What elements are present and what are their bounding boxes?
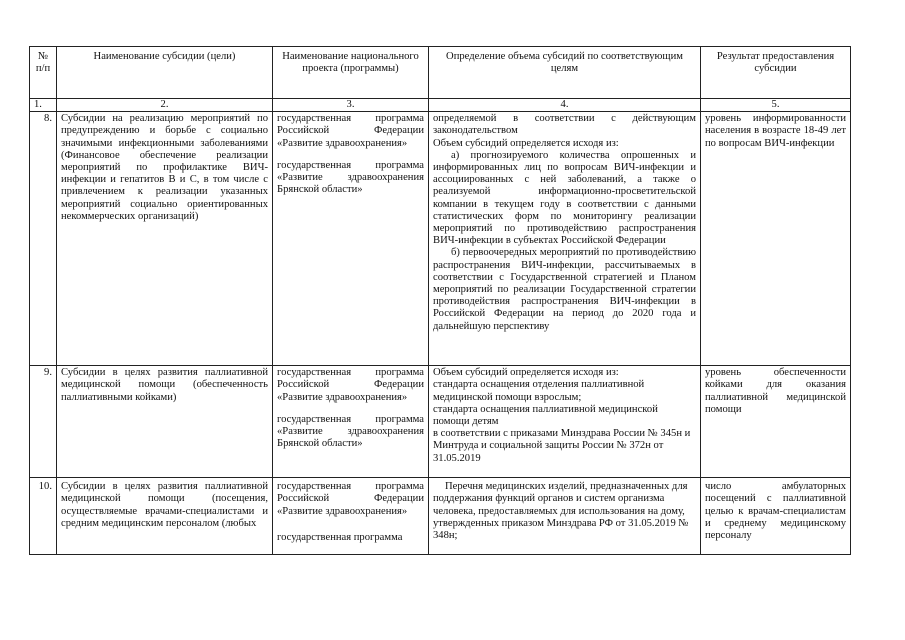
method-paragraph: стандарта оснащения паллиативной медицинской помощи детям bbox=[433, 403, 658, 428]
table-header-row bbox=[30, 47, 851, 99]
column-index: 3. bbox=[273, 99, 429, 112]
header-volume-definition: Определение объема субсидий по соответствующим целям bbox=[429, 47, 701, 99]
subsidy-result-text: число амбулаторных посещений с паллиативной целью к врачам-специалистам и среднему медицинскому персоналу bbox=[705, 481, 846, 542]
method-paragraph: Объем субсидий определяется исходя из: bbox=[433, 367, 619, 379]
column-index: 4. bbox=[429, 99, 701, 112]
column-index-row bbox=[30, 99, 851, 112]
table-row bbox=[30, 112, 851, 366]
row-number: 8. bbox=[30, 112, 57, 366]
header-subsidy-name: Наименование субсидии (цели) bbox=[57, 47, 273, 99]
column-index: 5. bbox=[701, 99, 851, 112]
volume-definition bbox=[429, 478, 701, 555]
header-result: Результат предоставления субсидии bbox=[701, 47, 851, 99]
project-regional: государственная программа bbox=[277, 531, 403, 543]
subsidy-name-text: Субсидии в целях развития паллиативной медицинской помощи (посещения, осуществляемые врачами-специалистами и средним медицинским персоналом (любых bbox=[61, 481, 268, 529]
column-index: 1. bbox=[30, 99, 57, 112]
table-row bbox=[30, 478, 851, 555]
subsidy-result bbox=[701, 478, 851, 555]
header-number: № п/п bbox=[30, 47, 57, 99]
subsidy-name: Субсидии на реализацию мероприятий по предупреждению и борьбе с социально значимыми инфекционными заболеваниями (Финансовое обеспечение реализации мероприятий по профилактике ВИЧ-инфекции и гепатитов B и C, в том числе с привлечением к реализации указанных мероприятий социально ориентированных некоммерческих организаций) bbox=[57, 112, 273, 366]
volume-definition bbox=[429, 366, 701, 478]
row-number: 10. bbox=[30, 478, 57, 555]
method-paragraph: в соответствии с приказами Минздрава России № 345н и Минтруда и социальной защиты России № 372н от 31.05.2019 bbox=[433, 428, 691, 464]
table-row bbox=[30, 366, 851, 478]
volume-definition bbox=[429, 112, 701, 366]
project-federal: государственная программа Российской Федерации «Развитие здравоохранения» bbox=[277, 113, 424, 149]
national-project bbox=[273, 366, 429, 478]
row-number: 9. bbox=[30, 366, 57, 478]
method-paragraph: стандарта оснащения отделения паллиативной медицинской помощи взрослым; bbox=[433, 379, 645, 403]
method-paragraph: Объем субсидий определяется исходя из: bbox=[433, 137, 619, 149]
method-intro: определяемой в соответствии с действующим законодательством bbox=[433, 113, 696, 137]
header-national-project: Наименование национального проекта (программы) bbox=[273, 47, 429, 99]
method-paragraph: а) прогнозируемого количества опрошенных и информированных лиц по вопросам ВИЧ-инфекции и ассоциированных с ней заболеваний, а также о реализуемой информационно-просветительской компании в текущем году в соответствии с данными статистических форм по мониторингу реализации мероприятий по противодействию распространения ВИЧ-инфекции в субъектах Российской Федерации bbox=[433, 149, 696, 247]
project-federal: государственная программа Российской Федерации «Развитие здравоохранения» bbox=[277, 481, 424, 517]
project-federal: государственная программа Российской Федерации «Развитие здравоохранения» bbox=[277, 367, 424, 403]
project-wrapper bbox=[277, 481, 424, 553]
national-project bbox=[273, 112, 429, 366]
project-regional: государственная программа «Развитие здравоохранения Брянской области» bbox=[277, 159, 424, 196]
subsidy-result: уровень информированности населения в возрасте 18-49 лет по вопросам ВИЧ-инфекции bbox=[701, 112, 851, 366]
subsidy-name bbox=[57, 478, 273, 555]
subsidy-result: уровень обеспеченности койками для оказания паллиативной медицинской помощи bbox=[701, 366, 851, 478]
method-paragraph: б) первоочередных мероприятий по противодействию распространения ВИЧ-инфекции, рассчитываемых в соответствии с Государственной стратегией и Планом мероприятий по реализации Государственной стратегии противодействия распространения ВИЧ-инфекции в Российской Федерации на период до 2020 года и дальнейшую перспективу bbox=[433, 247, 696, 332]
method-paragraph: Перечня медицинских изделий, предназначенных для поддержания функций органов и систем организма человека, предоставляемых для использования на дому, утвержденных приказом Минздрава РФ от 31.05.2019 № 348н; bbox=[433, 481, 689, 542]
subsidy-table bbox=[29, 46, 851, 555]
project-regional: государственная программа «Развитие здравоохранения Брянской области» bbox=[277, 413, 424, 450]
column-index: 2. bbox=[57, 99, 273, 112]
national-project bbox=[273, 478, 429, 555]
subsidy-name: Субсидии в целях развития паллиативной медицинской помощи (обеспеченность паллиативными койками) bbox=[57, 366, 273, 478]
